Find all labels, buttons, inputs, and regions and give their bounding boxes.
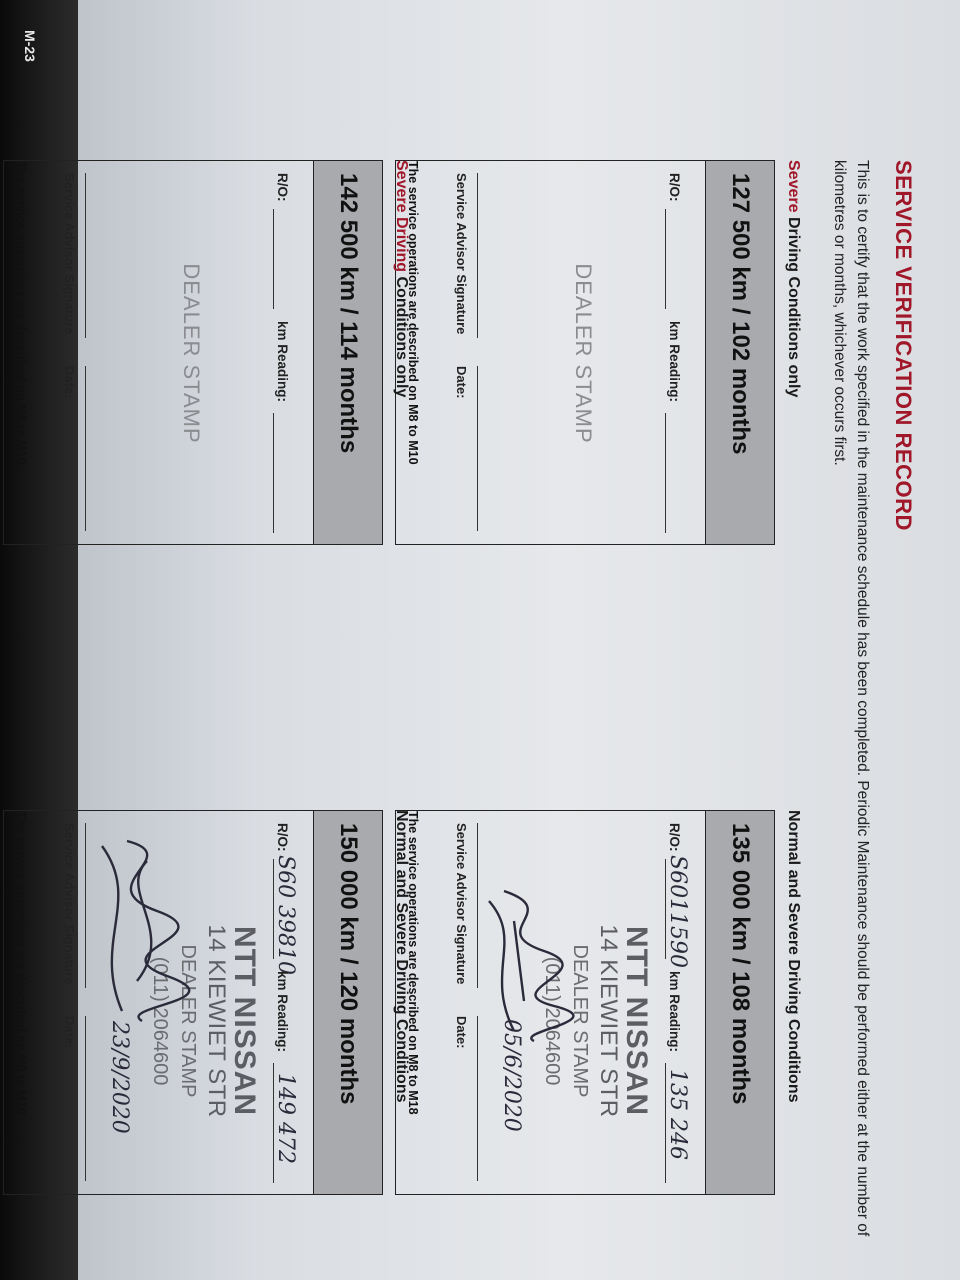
page-number: M-23 [22,30,38,62]
block-2-condition [392,160,410,397]
date-line [477,1016,478,1181]
block-heading: 142 500 km / 114 months [313,161,382,544]
block-heading: 135 000 km / 108 months [705,811,774,1194]
condition-suffix: Conditions only [785,272,802,398]
condition-prefix: Severe [785,160,802,213]
signature-label: Service Advisor Signature [454,173,469,335]
km-reading-line [665,413,666,533]
date-line [85,366,86,531]
service-block-142500 [3,160,383,545]
signature-scribble [82,831,197,1031]
date-line [85,1016,86,1181]
km-reading-label: km Reading: [275,321,290,403]
km-reading-label: km Reading: [667,321,682,403]
ro-label: R/O: [275,173,290,202]
signature-scribble [474,881,584,1051]
stamp-phone: (011) 2064600 [541,956,563,1086]
block-1-condition [784,160,802,397]
date-label: Date: [62,1016,77,1049]
signature-label: Service Advisor Signature [62,173,77,335]
stamp-label: DEALER STAMP [569,944,591,1098]
date-label: Date: [62,366,77,399]
stamp-street: 14 KIEWIET STR [203,924,230,1118]
ro-label: R/O: [667,173,682,202]
ro-label: R/O: [275,823,290,852]
condition-highlight: Driving [393,216,410,273]
document-intro: This is to certify that the work specified in the maintenance schedule has been completed. Periodic Maintenance should be performed either at the number of kilometres or months, whichever occurs first. [831,160,871,1237]
ro-handwritten: S6011590 [665,855,690,969]
ro-line [273,209,274,309]
signature-label: Service Advisor Signature [454,823,469,985]
condition-highlight: Driving [785,216,802,273]
stamp-phone: (011) 2064600 [149,956,171,1086]
service-block-127500 [395,160,775,545]
date-line [477,366,478,531]
km-handwritten: 149 472 [273,1073,298,1164]
km-reading-label: km Reading: [667,971,682,1053]
signature-line [477,173,478,338]
date-label: Date: [454,366,469,399]
service-block-135000 [395,810,775,1195]
signature-line [85,173,86,338]
block-4-condition [392,810,410,1103]
stamp-street: 14 KIEWIET STR [595,924,622,1118]
document-title: SERVICE VERIFICATION RECORD [891,160,916,531]
block-3-condition [784,810,802,1103]
condition-suffix: Conditions only [393,272,410,398]
block-description: The service operations are described on M8 to M18 [406,811,420,1115]
condition-prefix: Normal and Severe Driving Conditions [393,810,410,1103]
signature-line [85,823,86,988]
dealer-stamp-label: DEALER STAMP [179,263,204,444]
block-heading: 150 000 km / 120 months [313,811,382,1194]
stamp-label: DEALER STAMP [177,944,199,1098]
ro-handwritten: S60 39810 [273,855,298,976]
dealer-stamp-label: DEALER STAMP [571,263,596,444]
signature-label: Service Advisor Signature [62,823,77,985]
block-description: The service operations are described on M8 to M18 [14,811,28,1115]
stamp-dealer-name: NTT NISSAN [228,926,261,1116]
block-description: The service operations are described on M8 to M10 [14,161,28,465]
km-reading-label: km Reading: [275,971,290,1053]
date-label: Date: [454,1016,469,1049]
stamp-dealer-name: NTT NISSAN [620,926,653,1116]
date-handwritten: 23/9/2020 [107,1021,132,1134]
km-handwritten: 135 246 [665,1069,690,1160]
block-heading: 127 500 km / 102 months [705,161,774,544]
signature-line [477,823,478,988]
block-description: The service operations are described on M8 to M10 [406,161,420,465]
service-block-150000 [3,810,383,1195]
ro-line [665,209,666,309]
date-handwritten: 05/6/2020 [499,1019,524,1132]
ro-label: R/O: [667,823,682,852]
condition-prefix: Normal and Severe Driving Conditions [785,810,802,1103]
condition-prefix: Severe [393,160,410,213]
km-reading-line [273,413,274,533]
